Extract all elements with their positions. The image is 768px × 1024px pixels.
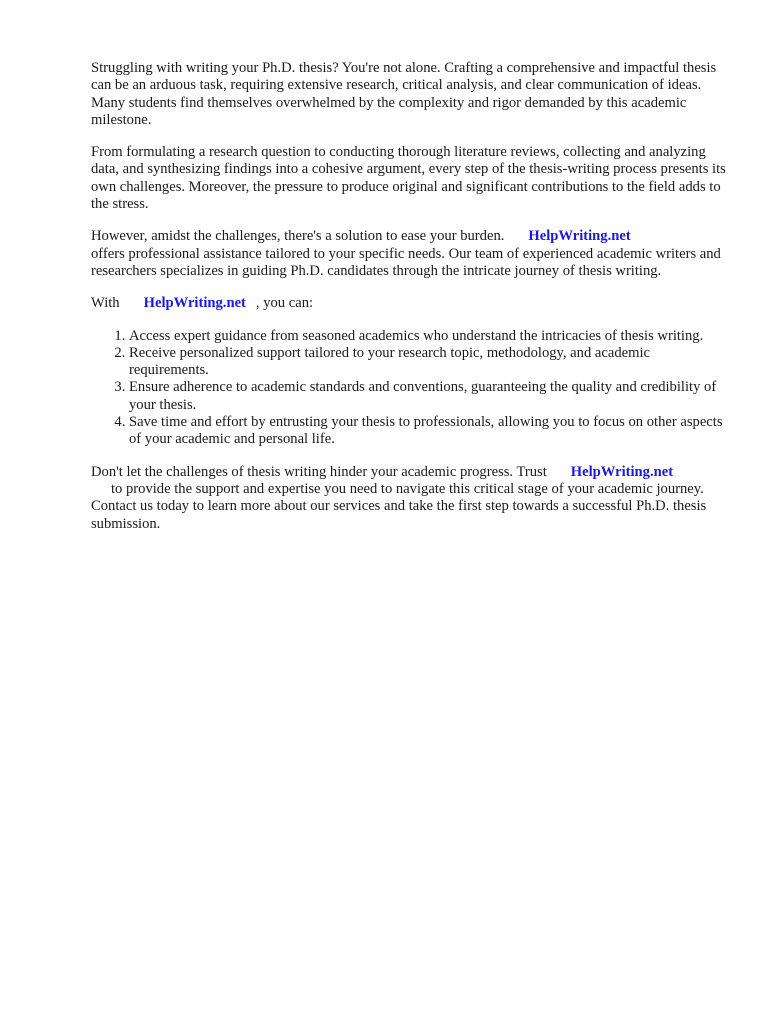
with-paragraph xyxy=(91,295,726,312)
with-text-before: With xyxy=(91,295,120,312)
list-item: 4. Save time and effort by entrusting your thesis to professionals, allowing you to focus on other aspects of your academic and personal life. xyxy=(129,414,726,449)
closing-text-before: Don't let the challenges of thesis writing hinder your academic progress. Trust xyxy=(91,463,547,480)
helpwriting-link-1[interactable]: HelpWriting.net xyxy=(528,228,631,245)
solution-text-before: However, amidst the challenges, there's a solution to ease your burden. xyxy=(91,228,505,245)
intro-paragraph: Struggling with writing your Ph.D. thesis? You're not alone. Crafting a comprehensive and impactful thesis can be an arduous task, requiring extensive research, critical analysis, and clear communication of ideas. Many students find themselves overwhelmed by the complexity and rigor demanded by this academic milestone. xyxy=(91,60,717,128)
challenges-paragraph: From formulating a research question to conducting thorough literature reviews, collecting and analyzing data, and synthesizing findings into a cohesive argument, every step of the thesis-writing process presents its own challenges. Moreover, the pressure to produce original and significant contributions to the field adds to the stress. xyxy=(91,144,726,213)
document-page xyxy=(91,60,726,548)
list-item: 1. Access expert guidance from seasoned academics who understand the intricacies of thesis writing. xyxy=(129,328,726,345)
helpwriting-link-3[interactable]: HelpWriting.net xyxy=(570,463,674,480)
closing-text-after: to provide the support and expertise you need to navigate this critical stage of your academic journey. Contact us today to learn more about our services and take the first step towards a successful Ph.D. thesis submission. xyxy=(91,480,707,532)
list-item: 2. Receive personalized support tailored to your research topic, methodology, and academic requirements. xyxy=(129,345,726,380)
with-text-after: , you can: xyxy=(255,295,314,312)
closing-paragraph xyxy=(91,464,726,533)
solution-text-after: offers professional assistance tailored to your specific needs. Our team of experienced academic writers and researchers specializes in guiding Ph.D. candidates through the intricate journey of thesis writing. xyxy=(91,245,721,279)
solution-paragraph xyxy=(91,228,726,280)
benefits-list xyxy=(91,328,726,449)
helpwriting-link-2[interactable]: HelpWriting.net xyxy=(143,295,246,312)
list-item: 3. Ensure adherence to academic standards and conventions, guaranteeing the quality and credibility of your thesis. xyxy=(129,379,726,414)
